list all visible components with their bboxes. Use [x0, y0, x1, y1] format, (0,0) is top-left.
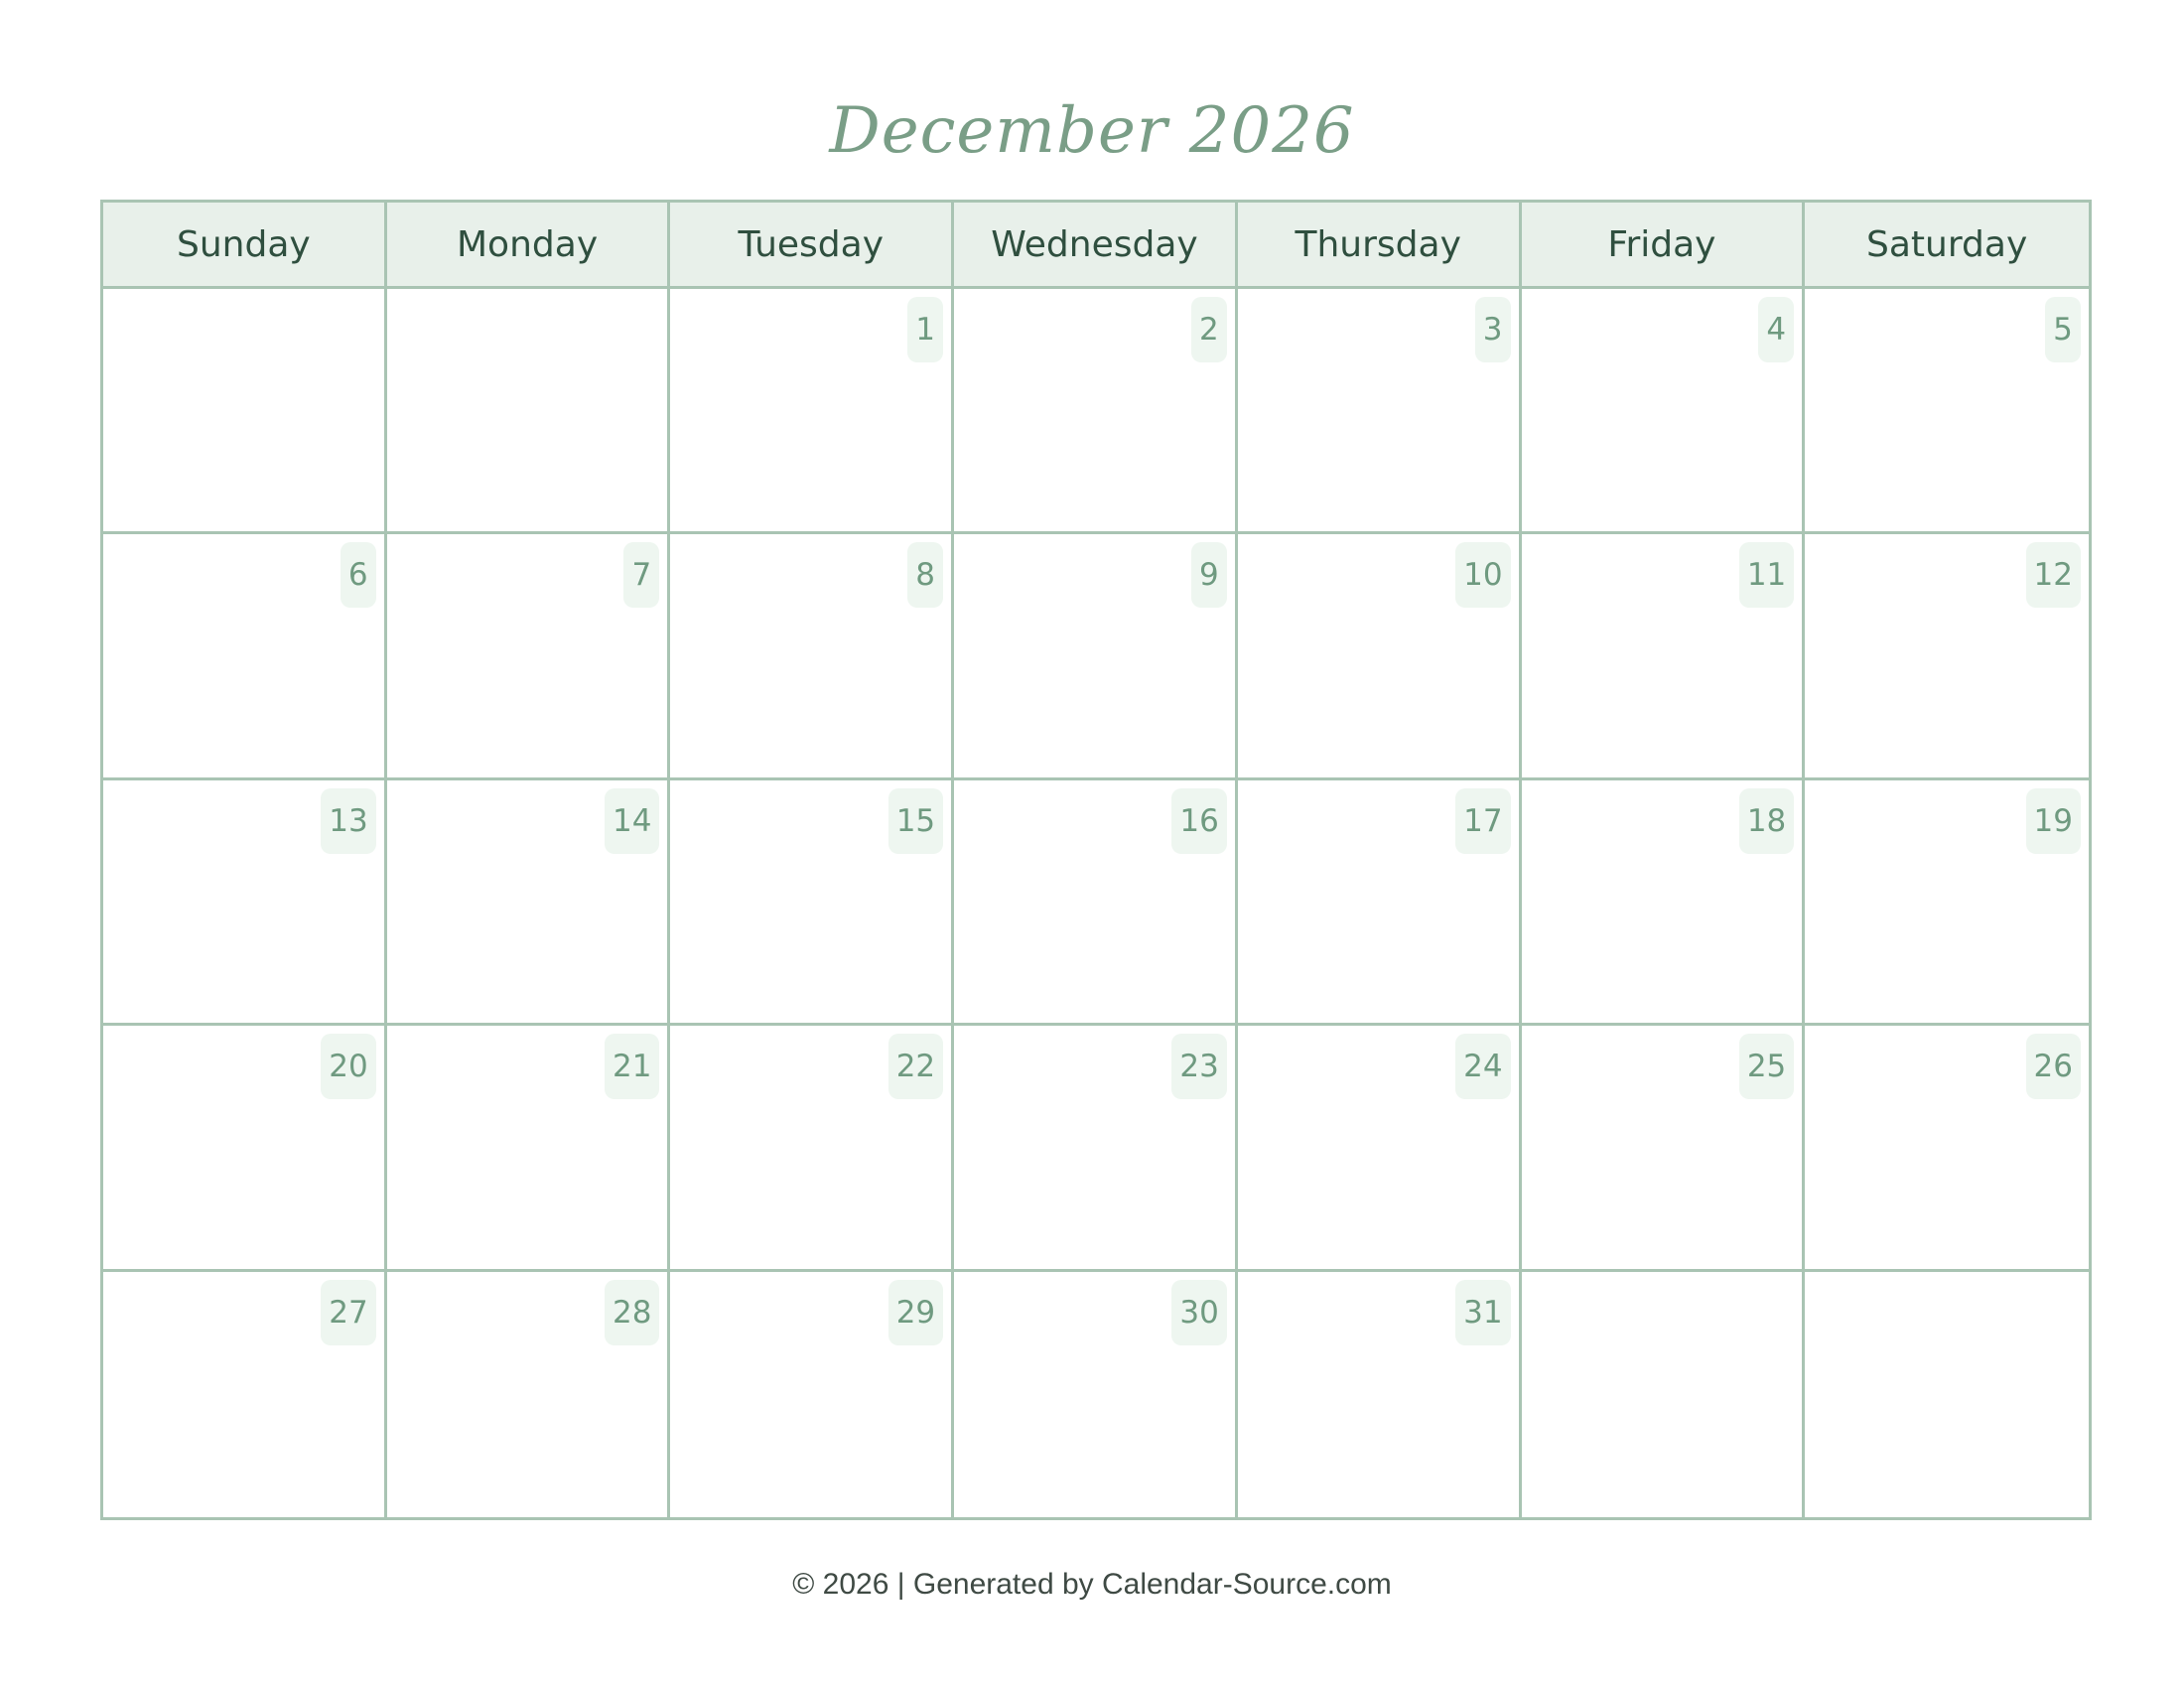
day-number: 25	[1739, 1034, 1794, 1099]
day-number: 3	[1475, 297, 1511, 362]
day-cell	[1805, 289, 2089, 534]
day-number: 26	[2026, 1034, 2081, 1099]
day-number: 6	[341, 542, 376, 608]
empty-day-cell	[387, 289, 671, 534]
day-number: 21	[605, 1034, 659, 1099]
day-number: 2	[1191, 297, 1227, 362]
day-number: 20	[321, 1034, 375, 1099]
day-number: 5	[2045, 297, 2081, 362]
day-cell	[1522, 780, 1806, 1026]
day-number: 12	[2026, 542, 2081, 608]
empty-day-cell	[103, 289, 387, 534]
day-cell	[670, 1272, 954, 1517]
day-number: 18	[1739, 788, 1794, 854]
day-cell	[387, 534, 671, 779]
day-number: 13	[321, 788, 375, 854]
weekday-header-friday: Friday	[1522, 203, 1806, 289]
day-cell	[387, 1272, 671, 1517]
day-number: 31	[1455, 1280, 1510, 1345]
day-cell	[670, 1026, 954, 1271]
day-cell	[670, 534, 954, 779]
footer-credit: © 2026 | Generated by Calendar-Source.com	[792, 1568, 1392, 1601]
day-number: 30	[1171, 1280, 1226, 1345]
weekday-header-monday: Monday	[387, 203, 671, 289]
weekday-header-thursday: Thursday	[1238, 203, 1522, 289]
day-number: 7	[623, 542, 659, 608]
day-number: 1	[907, 297, 943, 362]
day-cell	[954, 1026, 1238, 1271]
day-number: 23	[1171, 1034, 1226, 1099]
page-title: December 2026	[829, 94, 1355, 168]
day-cell	[1522, 289, 1806, 534]
day-number: 19	[2026, 788, 2081, 854]
day-cell	[1805, 1026, 2089, 1271]
day-number: 27	[321, 1280, 375, 1345]
day-number: 14	[605, 788, 659, 854]
empty-day-cell	[1522, 1272, 1806, 1517]
day-cell	[954, 780, 1238, 1026]
day-number: 16	[1171, 788, 1226, 854]
day-cell	[387, 780, 671, 1026]
day-cell	[387, 1026, 671, 1271]
day-number: 10	[1455, 542, 1510, 608]
empty-day-cell	[1805, 1272, 2089, 1517]
day-number: 9	[1191, 542, 1227, 608]
day-cell	[670, 780, 954, 1026]
day-cell	[1238, 1272, 1522, 1517]
weekday-header-saturday: Saturday	[1805, 203, 2089, 289]
day-number: 28	[605, 1280, 659, 1345]
day-cell	[1238, 534, 1522, 779]
calendar-grid	[100, 200, 2092, 1520]
day-cell	[954, 1272, 1238, 1517]
day-cell	[954, 534, 1238, 779]
day-cell	[1238, 289, 1522, 534]
day-cell	[670, 289, 954, 534]
day-number: 8	[907, 542, 943, 608]
weekday-header-wednesday: Wednesday	[954, 203, 1238, 289]
day-number: 17	[1455, 788, 1510, 854]
day-number: 29	[888, 1280, 943, 1345]
day-number: 4	[1758, 297, 1794, 362]
day-cell	[103, 780, 387, 1026]
day-cell	[1522, 534, 1806, 779]
day-cell	[1805, 534, 2089, 779]
day-cell	[103, 1272, 387, 1517]
day-cell	[954, 289, 1238, 534]
day-number: 15	[888, 788, 943, 854]
day-number: 11	[1739, 542, 1794, 608]
day-cell	[103, 1026, 387, 1271]
weekday-header-sunday: Sunday	[103, 203, 387, 289]
day-number: 22	[888, 1034, 943, 1099]
day-cell	[1805, 780, 2089, 1026]
day-cell	[1238, 780, 1522, 1026]
day-number: 24	[1455, 1034, 1510, 1099]
day-cell	[1522, 1026, 1806, 1271]
day-cell	[103, 534, 387, 779]
weekday-header-tuesday: Tuesday	[670, 203, 954, 289]
day-cell	[1238, 1026, 1522, 1271]
